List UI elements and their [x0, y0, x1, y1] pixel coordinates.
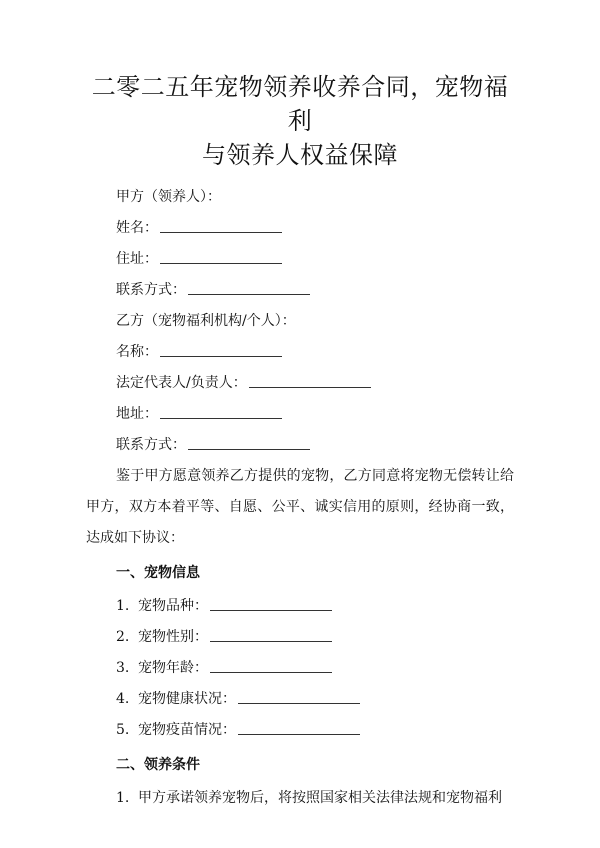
title-line-1: 二零二五年宠物领养收养合同，宠物福利 — [91, 73, 509, 135]
adoption-condition-1 — [86, 783, 514, 814]
item-number: 4. — [116, 691, 130, 707]
section-1-heading: 一、宠物信息 — [116, 565, 200, 581]
party-b-contact-row — [86, 430, 514, 461]
section-2-heading: 二、领养条件 — [116, 757, 200, 773]
adoption-condition-text: 甲方承诺领养宠物后，将按照国家相关法律法规和宠物福利 — [138, 790, 502, 806]
pet-vaccine-blank[interactable] — [238, 733, 360, 735]
party-a-name-label: 姓名： — [116, 220, 158, 236]
party-a-name-blank[interactable] — [160, 231, 282, 233]
pet-breed-row — [86, 591, 514, 622]
pet-age-blank[interactable] — [210, 671, 332, 673]
party-b-name-label: 名称： — [116, 344, 158, 360]
party-b-rep-row — [86, 368, 514, 399]
party-a-address-row — [86, 244, 514, 275]
party-b-header: 乙方（宠物福利机构/个人）： — [116, 313, 296, 329]
item-number: 3. — [116, 660, 130, 676]
party-a-name-row — [86, 213, 514, 244]
party-a-address-label: 住址： — [116, 251, 158, 267]
title-line-2: 与领养人权益保障 — [202, 141, 398, 169]
party-b-rep-label: 法定代表人/负责人： — [116, 375, 247, 391]
party-b-address-row — [86, 399, 514, 430]
party-b-contact-label: 联系方式： — [116, 437, 186, 453]
document-title — [86, 70, 514, 172]
item-number: 1. — [116, 790, 130, 806]
item-number: 1. — [116, 598, 130, 614]
pet-gender-blank[interactable] — [210, 640, 332, 642]
preamble-paragraph: 鉴于甲方愿意领养乙方提供的宠物，乙方同意将宠物无偿转让给甲方，双方本着平等、自愿、公平、诚实信用的原则，经协商一致，达成如下协议： — [86, 468, 514, 546]
party-b-contact-blank[interactable] — [188, 448, 310, 450]
pet-health-row — [86, 684, 514, 715]
pet-age-row — [86, 653, 514, 684]
party-b-name-row — [86, 337, 514, 368]
item-number: 5. — [116, 722, 130, 738]
pet-gender-row — [86, 622, 514, 653]
party-b-address-label: 地址： — [116, 406, 158, 422]
party-b-address-blank[interactable] — [160, 417, 282, 419]
party-b-rep-blank[interactable] — [249, 386, 371, 388]
party-a-address-blank[interactable] — [160, 262, 282, 264]
party-a-header: 甲方（领养人）： — [116, 189, 221, 205]
pet-health-blank[interactable] — [238, 702, 360, 704]
pet-health-label: 宠物健康状况： — [138, 691, 236, 707]
pet-gender-label: 宠物性别： — [138, 629, 208, 645]
pet-age-label: 宠物年龄： — [138, 660, 208, 676]
party-b-name-blank[interactable] — [160, 355, 282, 357]
pet-breed-label: 宠物品种： — [138, 598, 208, 614]
pet-breed-blank[interactable] — [210, 609, 332, 611]
party-a-contact-row — [86, 275, 514, 306]
party-a-contact-label: 联系方式： — [116, 282, 186, 298]
party-a-contact-blank[interactable] — [188, 293, 310, 295]
pet-vaccine-row — [86, 715, 514, 746]
item-number: 2. — [116, 629, 130, 645]
pet-vaccine-label: 宠物疫苗情况： — [138, 722, 236, 738]
